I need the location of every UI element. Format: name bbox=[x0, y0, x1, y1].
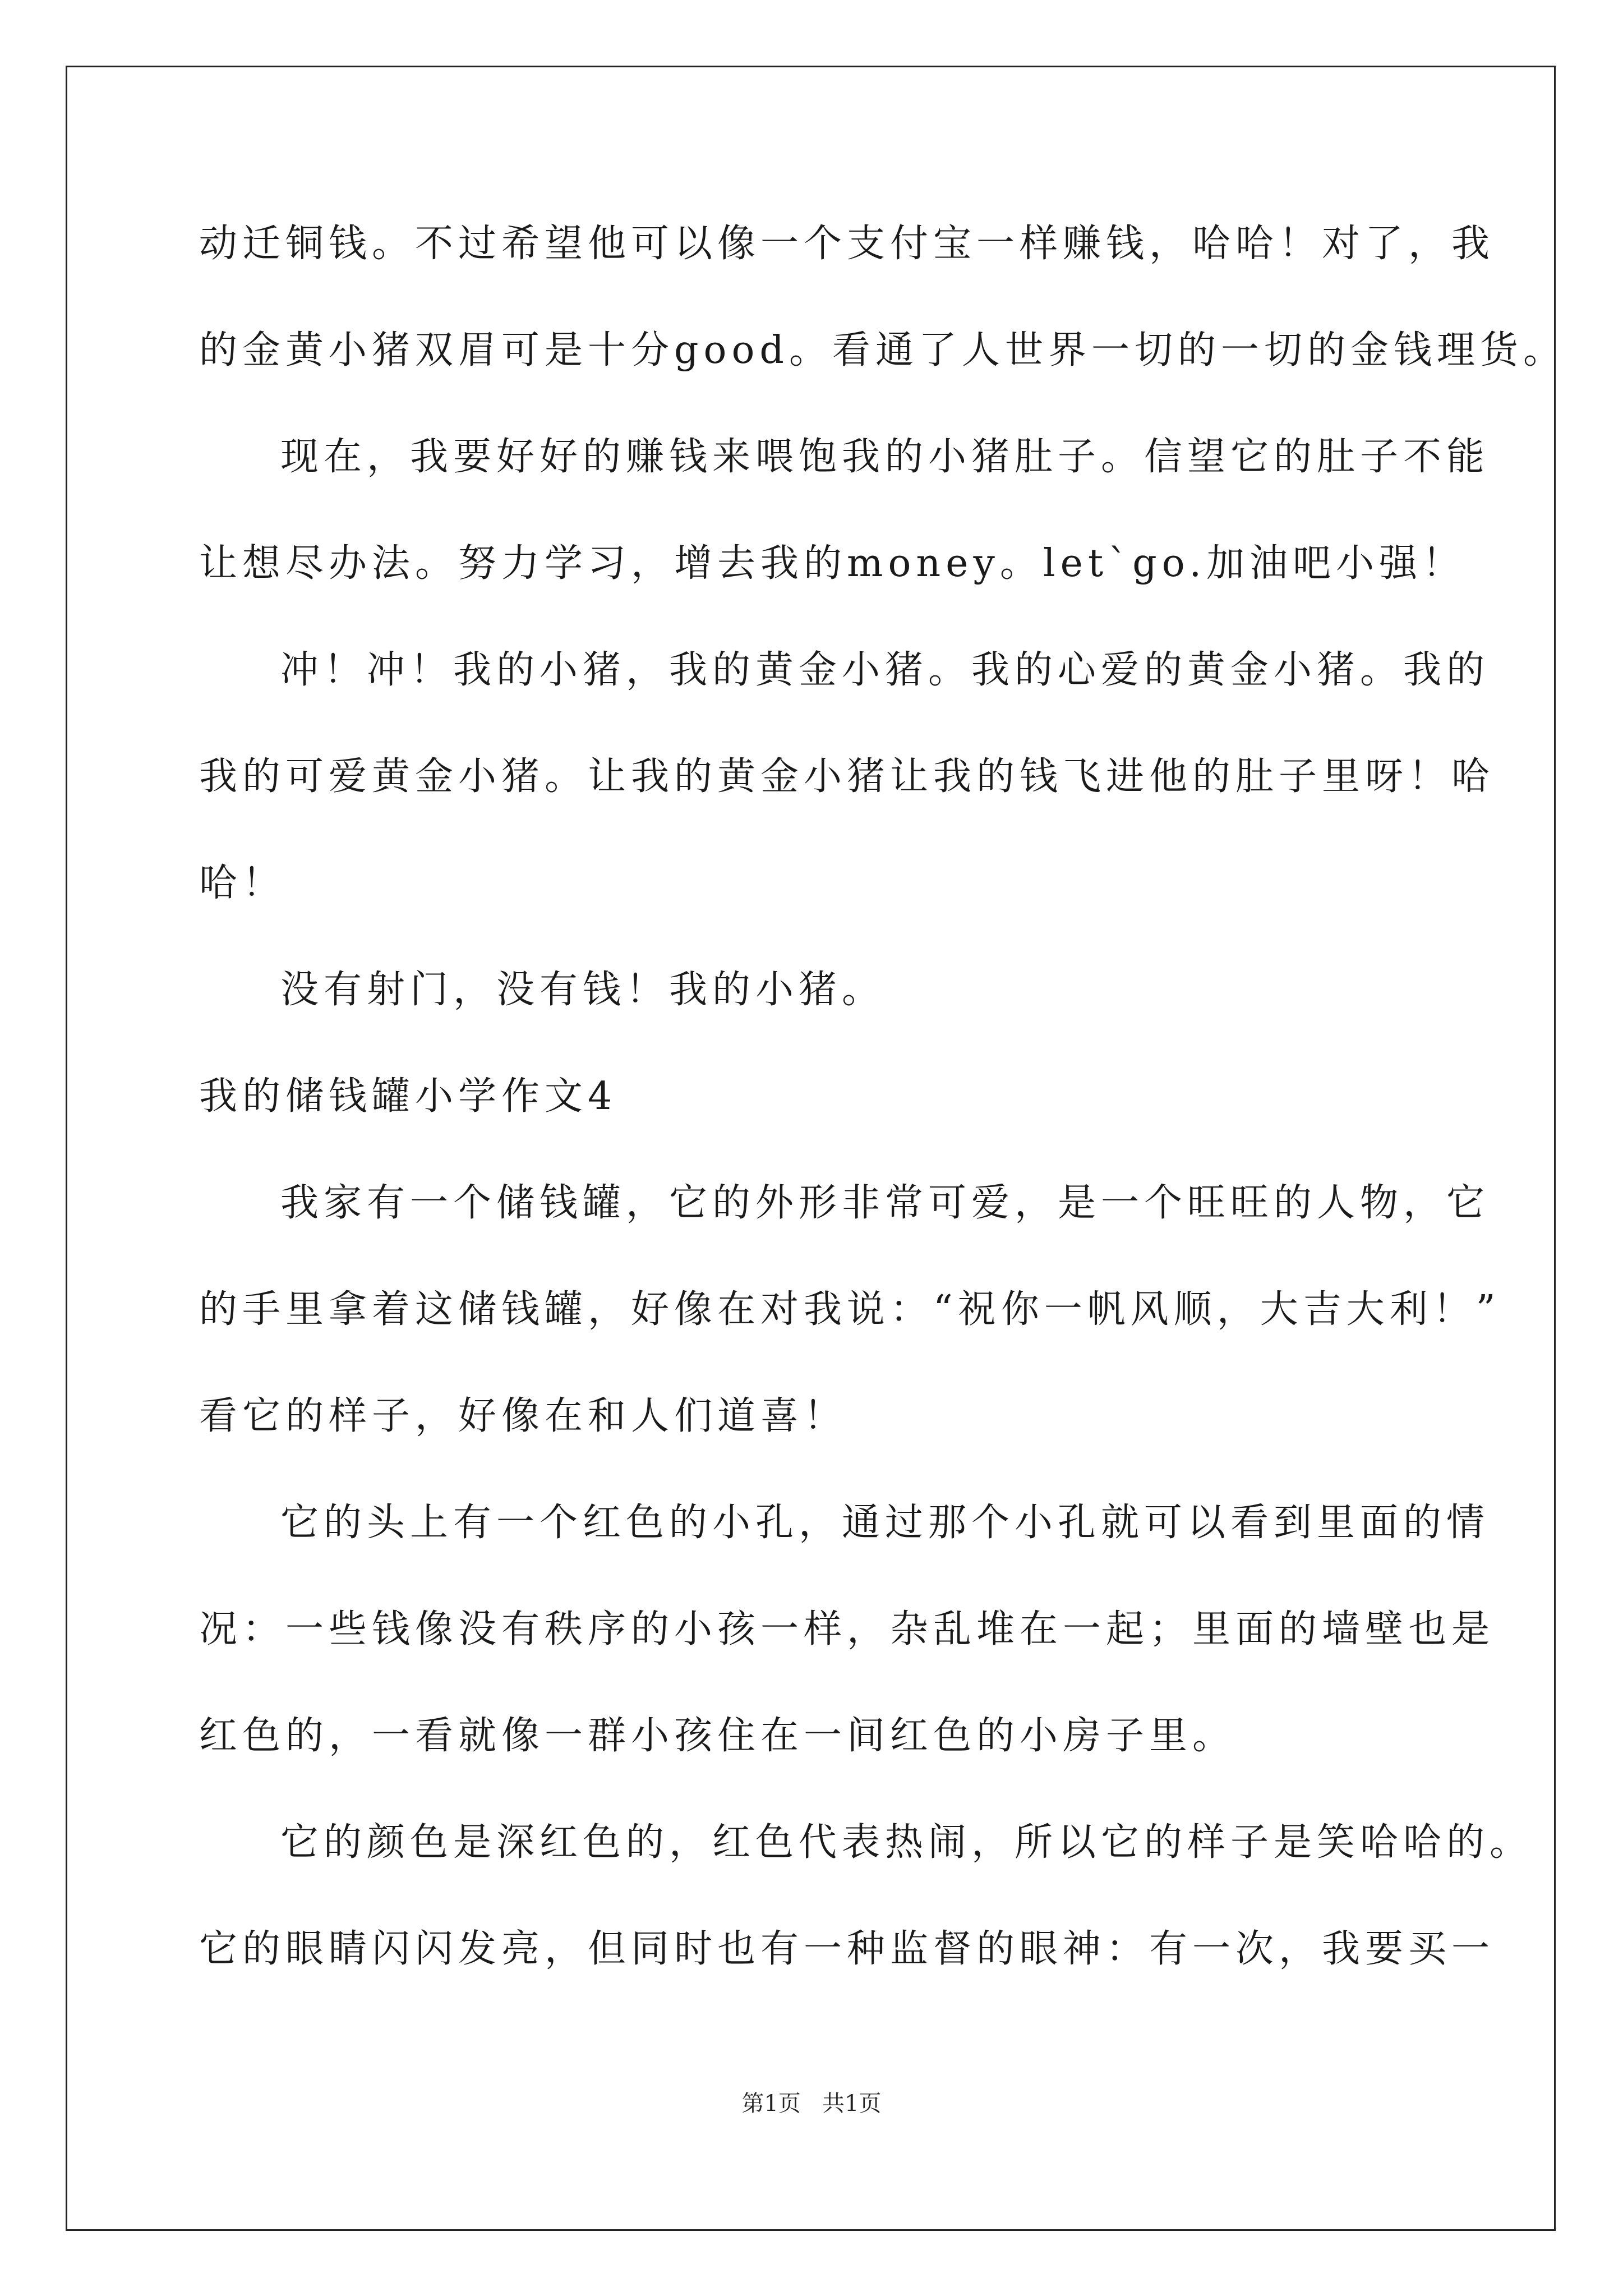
paragraph-start: 现在，我要好好的赚钱来喂饱我的小猪肚子。信望它的肚子不能 bbox=[280, 435, 1490, 479]
paragraph-start: 冲！冲！我的小猪，我的黄金小猪。我的心爱的黄金小猪。我的 bbox=[280, 648, 1490, 692]
text-line: 让想尽办法。努力学习，增去我的money。let`go.加油吧小强！ bbox=[199, 541, 1466, 586]
page-border bbox=[66, 66, 1556, 2231]
page-number-footer: 第1页 共1页 bbox=[741, 2091, 882, 2116]
text-line: 动迁铜钱。不过希望他可以像一个支付宝一样赚钱，哈哈！对了，我 bbox=[199, 222, 1495, 266]
text-line: 它的眼睛闪闪发亮，但同时也有一种监督的眼神：有一次，我要买一 bbox=[199, 1927, 1495, 1971]
paragraph-start: 它的颜色是深红色的，红色代表热闹，所以它的样子是笑哈哈的。 bbox=[280, 1820, 1533, 1865]
paragraph-start: 它的头上有一个红色的小孔，通过那个小孔就可以看到里面的情 bbox=[280, 1501, 1490, 1545]
text-line: 红色的，一看就像一群小孩住在一间红色的小房子里。 bbox=[199, 1714, 1236, 1758]
section-heading: 我的储钱罐小学作文4 bbox=[199, 1074, 617, 1119]
text-line: 看它的样子，好像在和人们道喜！ bbox=[199, 1394, 847, 1438]
paragraph-start: 没有射门，没有钱！我的小猪。 bbox=[280, 968, 886, 1012]
paragraph-start: 我家有一个储钱罐，它的外形非常可爱，是一个旺旺的人物，它 bbox=[280, 1181, 1490, 1225]
text-line: 的手里拿着这储钱罐，好像在对我说：“祝你一帆风顺，大吉大利！” bbox=[199, 1287, 1501, 1332]
text-line: 的金黄小猪双眉可是十分good。看通了人世界一切的一切的金钱理货。 bbox=[199, 328, 1566, 372]
text-line: 况：一些钱像没有秩序的小孩一样，杂乱堆在一起；里面的墙壁也是 bbox=[199, 1607, 1495, 1651]
text-line: 哈！ bbox=[199, 861, 286, 905]
text-line: 我的可爱黄金小猪。让我的黄金小猪让我的钱飞进他的肚子里呀！哈 bbox=[199, 754, 1495, 799]
